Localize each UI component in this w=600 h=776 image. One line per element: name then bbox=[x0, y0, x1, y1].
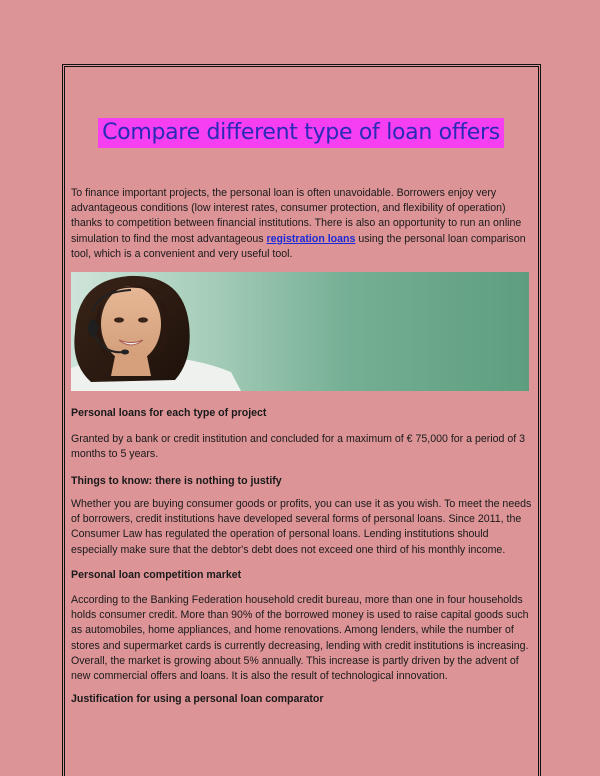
section-heading-personal-loans: Personal loans for each type of project bbox=[71, 407, 267, 419]
section-body-competition-market: According to the Banking Federation household credit bureau, more than one in four households holds consumer credit. More than 90% of the borrowed money is used to raise capital goods such as automobiles, home appliances, and home renovations. Among lenders, while the number of stores and supermarket cards is currently decreasing, lending with credit institutions is increasing. Overall, the market is growing about 5% annually. This increase is partly driven by the advent of new commercial offers and loans. It is also the result of technological innovation. bbox=[71, 594, 529, 683]
section-heading-justification: Justification for using a personal loan comparator bbox=[71, 693, 324, 705]
section-body-things-to-know: Whether you are buying consumer goods or profits, you can use it as you wish. To meet the needs of borrowers, credit institutions have developed several forms of personal loans. Since 2011, the Consumer Law has regulated the operation of personal loans. Lending institutions should especially make sure that the debtor's debt does not exceed one third of his monthly income. bbox=[71, 498, 532, 556]
page-title: Compare different type of loan offers bbox=[98, 118, 504, 148]
section-heading-things-to-know: Things to know: there is nothing to justify bbox=[71, 475, 282, 487]
registration-loans-link[interactable]: registration loans bbox=[266, 232, 356, 245]
intro-text-after: using the personal loan comparison tool, which is a convenient and very useful tool. bbox=[71, 232, 526, 260]
intro-paragraph bbox=[71, 186, 533, 262]
intro-text-before: To finance important projects, the personal loan is often unavoidable. Borrowers enjoy very advantageous conditions (low interest rates, consumer protection, and flexibility of operation) thanks to competition between financial institutions. There is also an opportunity to run an online simulation to find the most advantageous bbox=[71, 187, 522, 245]
section-heading-competition-market: Personal loan competition market bbox=[71, 569, 242, 581]
woman-headset-photo bbox=[71, 272, 529, 391]
woman-headset-icon bbox=[71, 272, 529, 391]
title-wrapper bbox=[71, 118, 531, 148]
section-body-personal-loans: Granted by a bank or credit institution and concluded for a maximum of € 75,000 for a period of 3 months to 5 years. bbox=[71, 433, 526, 461]
